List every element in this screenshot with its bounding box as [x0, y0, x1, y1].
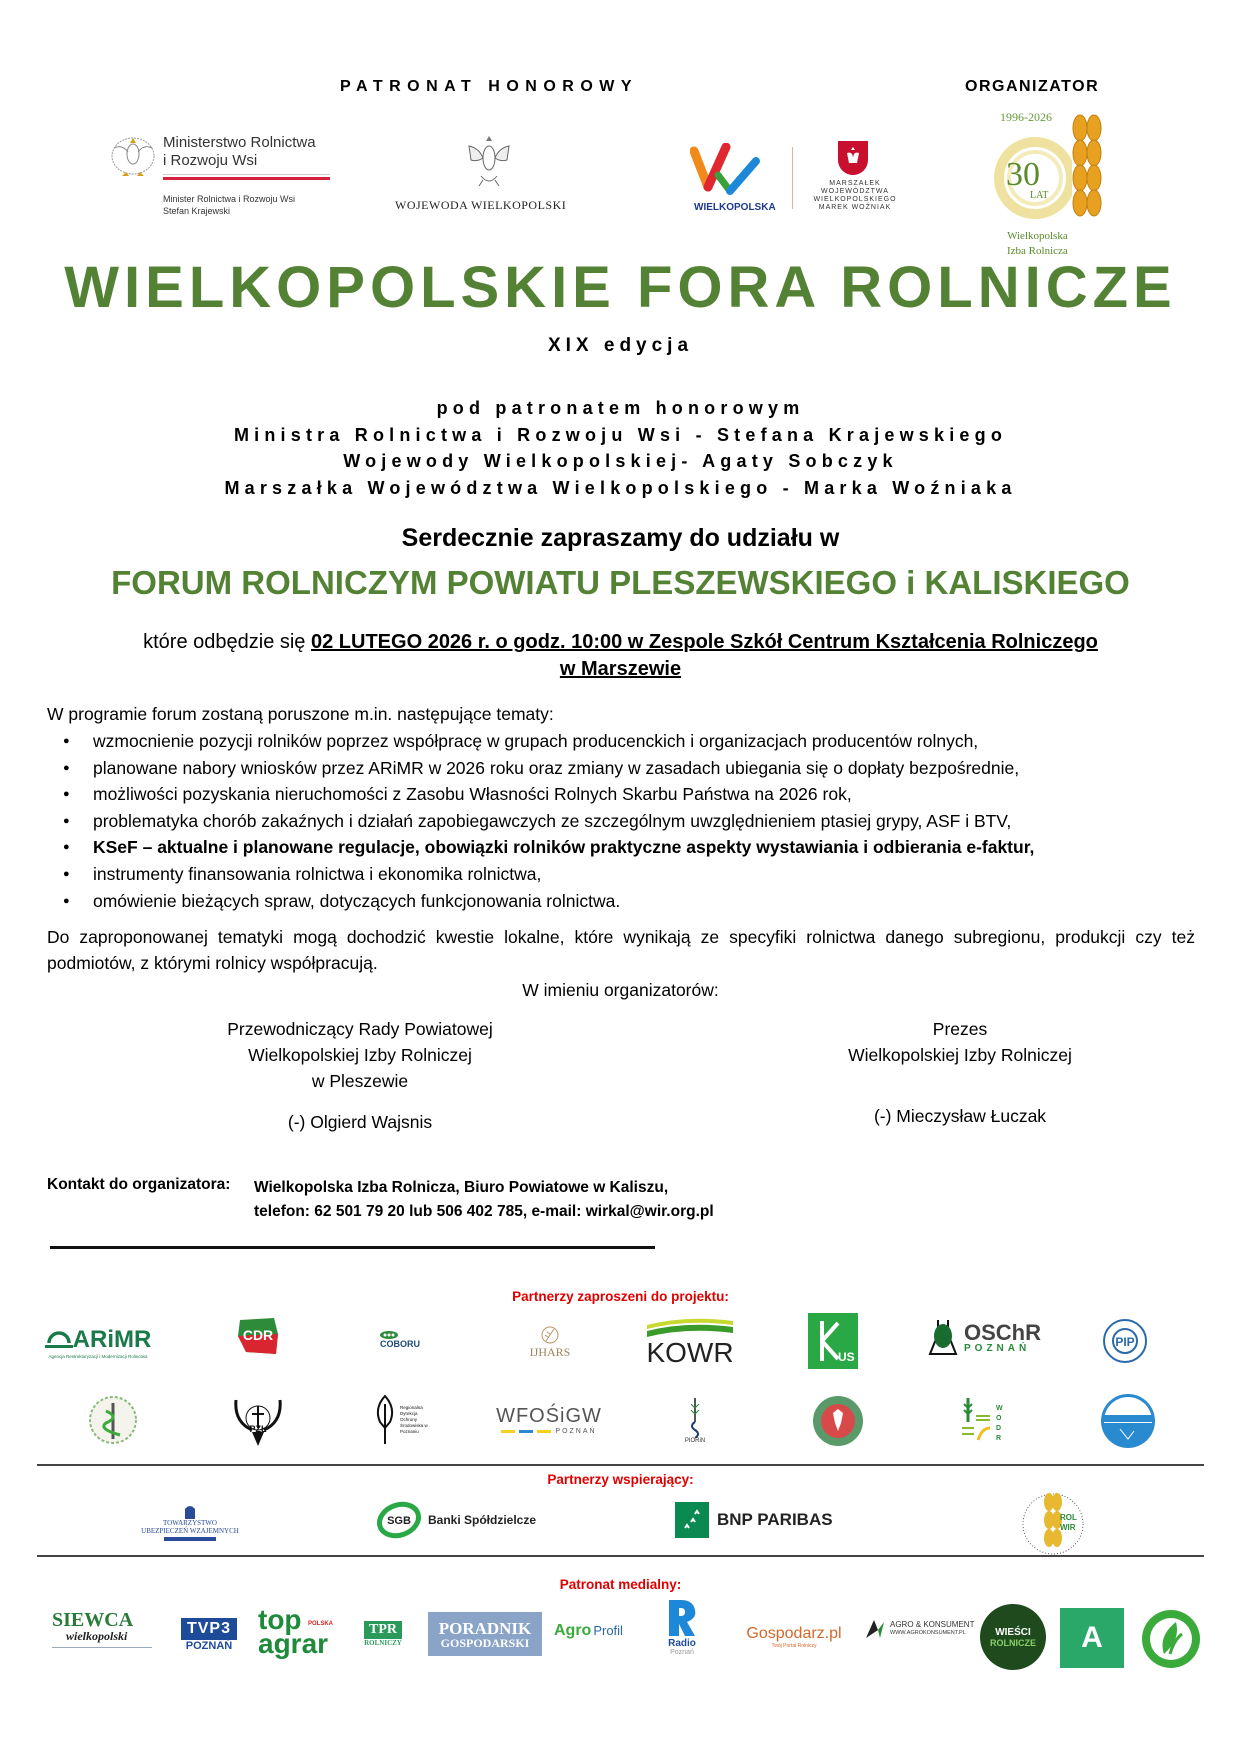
- topic-item: ● omówienie bieżących spraw, dotyczących funkcjonowania rolnictwa.: [63, 888, 1203, 915]
- patronat-honorowy-label: PATRONAT HONOROWY: [340, 78, 639, 95]
- signature-right-title: Prezes Wielkopolskiej Izby Rolniczej: [848, 1019, 1072, 1065]
- bnp-paribas-logo: BNP PARIBAS: [675, 1502, 833, 1538]
- wielkopolska-logo-icon: [690, 143, 766, 204]
- pzl-logo: [230, 1392, 286, 1453]
- ministry-subtitle: Minister Rolnictwa i Rozwoju Wsi Stefan Krajewski: [163, 194, 296, 216]
- bnp-stars-icon: [675, 1502, 709, 1538]
- organizator-label: ORGANIZATOR: [965, 78, 1100, 95]
- signature-left-name: (-) Olgierd Wajsnis: [287, 1112, 433, 1132]
- radio-poznan-logo: Radio Poznań: [664, 1592, 700, 1662]
- when-prefix: które odbędzie się: [143, 631, 311, 653]
- inspekcja-weterynaryjna-logo: [88, 1395, 138, 1450]
- svg-text:R: R: [996, 1435, 1002, 1442]
- marszalek-label: MARSZAŁEK WOJEWÓDZTWA WIELKOPOLSKIEGO MAREK WOŹNIAK: [813, 180, 897, 211]
- ministry-divider-grey: [163, 174, 330, 175]
- program-intro: W programie forum zostaną poruszone m.in. następujące tematy:: [47, 704, 554, 724]
- topics-list: [63, 728, 1203, 914]
- pip-logo: [1102, 1318, 1148, 1369]
- topic-item: ● wzmocnienie pozycji rolników poprzez współpracę w grupach producenckich i organizacjach producentów rolnych,: [63, 728, 1203, 755]
- main-title: WIELKOPOLSKIE FORA ROLNICZE: [64, 255, 1177, 320]
- contact-address: Wielkopolska Izba Rolnicza, Biuro Powiatowe w Kaliszu,: [254, 1179, 669, 1196]
- svg-text:PIP: PIP: [1115, 1335, 1135, 1349]
- svg-text:D: D: [996, 1425, 1002, 1432]
- rdos-logo: Regionalna Dyrekcja Ochrony Środowiska w Poznaniu: [374, 1394, 428, 1446]
- topic-item: ● KSeF – aktualne i planowane regulacje, obowiązki rolników praktyczne aspekty wystawiania i odbierania e-faktur,: [63, 834, 1203, 861]
- signature-left-title: Przewodniczący Rady Powiatowej Wielkopolskiej Izby Rolniczej w Pleszewie: [227, 1019, 493, 1091]
- tvp3-logo: TVP3 POZNAŃ: [174, 1613, 244, 1657]
- topic-item: ● możliwości pozyskania nieruchomości z Zasobu Własności Rolnych Skarbu Państwa na 2026 rok,: [63, 781, 1203, 808]
- section-divider: [37, 1464, 1204, 1466]
- svg-text:O: O: [996, 1415, 1002, 1422]
- contact-divider: [50, 1246, 655, 1249]
- patronage-line-minister: Ministra Rolnictwa i Rozwoju Wsi - Stefana Krajewskiego: [233, 424, 1008, 445]
- tuw-logo: TOWARZYSTWO UBEZPIECZEŃ WZAJEMNYCH: [120, 1497, 260, 1547]
- wir-anniversary-number: 30: [1006, 156, 1040, 193]
- coboru-logo: COBORU: [380, 1322, 430, 1358]
- kowr-logo: KOWR: [645, 1315, 735, 1369]
- agro-profil-logo: Agro Profil: [554, 1622, 623, 1639]
- patronage-line-wojewoda: Wojewody Wielkopolskiej- Agaty Sobczyk: [343, 451, 898, 471]
- gospodarz-pl-logo: Gospodarz.pl Twój Portal Rolniczy: [746, 1625, 842, 1649]
- svg-text:PZŁ: PZŁ: [249, 1424, 267, 1434]
- wheat-snake-icon: [687, 1398, 703, 1438]
- contact-details: [254, 1176, 714, 1224]
- wheat-icon: [540, 1325, 560, 1345]
- marszalek-crest-icon: [838, 141, 868, 175]
- wodr-logo: [960, 1396, 1004, 1449]
- agrofakt-logo: A: [1060, 1608, 1124, 1668]
- svg-text:ROL: ROL: [1060, 1513, 1077, 1522]
- cdr-logo: [236, 1316, 280, 1363]
- when-details: 02 LUTEGO 2026 r. o godz. 10:00 w Zespole Szkół Centrum Kształcenia Rolniczego: [311, 631, 1098, 653]
- ministry-name: Ministerstwo Rolnictwa i Rozwoju Wsi: [163, 134, 316, 169]
- supporting-partners-label: Partnerzy wspierający:: [547, 1472, 694, 1487]
- contact-label: Kontakt do organizatora:: [47, 1176, 231, 1193]
- contact-phone-email[interactable]: telefon: 62 501 79 20 lub 506 402 785, e-mail: wirkal@wir.org.pl: [254, 1203, 714, 1220]
- svg-text:CDR: CDR: [242, 1327, 274, 1343]
- krus-logo: [808, 1313, 858, 1369]
- tuw-icon: [183, 1503, 197, 1519]
- patronage-intro: pod patronatem honorowym: [436, 398, 805, 418]
- leaf-icon: [374, 1394, 396, 1446]
- wir-anniversary-unit: LAT: [1030, 190, 1049, 201]
- agro-konsument-logo: AGRO & KONSUMENT WWW.AGROKONSUMENT.PL: [864, 1618, 974, 1640]
- svg-text:W: W: [996, 1405, 1003, 1412]
- sgb-logo: SGB Banki Spółdzielcze: [376, 1500, 536, 1540]
- patronage-block: [0, 395, 1241, 501]
- sgb-swoosh-icon: [376, 1500, 422, 1540]
- wfosigw-logo: WFOŚiGW POZNAŃ: [496, 1405, 602, 1435]
- ministry-eagle-icon: [110, 132, 156, 189]
- rol-wir-logo: [1018, 1488, 1088, 1565]
- tpr-logo: TPR ROLNICZY: [364, 1622, 402, 1647]
- inspekcja-jakosci-logo: [812, 1395, 864, 1452]
- tpr-mark: TPR: [364, 1621, 402, 1639]
- wielkopolska-label: WIELKOPOLSKA: [694, 202, 776, 213]
- media-partners-label: Patronat medialny:: [559, 1577, 682, 1592]
- wojewoda-eagle-icon: [465, 132, 513, 193]
- topic-item: ● problematyka chorób zakaźnych i działań zapobiegawczych ze szczególnym uwzględnieniem ptasiej grypy, ASF i BTV,: [63, 808, 1203, 835]
- coboru-peas-icon: [380, 1331, 398, 1339]
- wir-name: Wielkopolska Izba Rolnicza: [1007, 230, 1068, 257]
- wir-years: 1996-2026: [1000, 110, 1052, 124]
- flask-icon: [928, 1318, 958, 1358]
- svg-text:US: US: [838, 1350, 855, 1364]
- topic-item: ● instrumenty finansowania rolnictwa i ekonomika rolnictwa,: [63, 861, 1203, 888]
- ministry-divider-red: [163, 177, 330, 180]
- wiesci-rolnicze-logo: WIEŚCI ROLNICZE: [980, 1604, 1046, 1670]
- wody-polskie-logo: [1100, 1393, 1156, 1454]
- edition-label: XIX edycja: [547, 335, 694, 356]
- logo-separator: [792, 147, 793, 209]
- forum-title: FORUM ROLNICZYM POWIATU PLESZEWSKIEGO i KALISKIEGO: [111, 564, 1130, 601]
- when-place: w Marszewie: [559, 658, 682, 680]
- top-agrar-logo: top agrar POLSKA: [258, 1604, 334, 1659]
- agro-konsument-icon: [864, 1618, 886, 1640]
- invited-partners-label: Partnerzy zaproszeni do projektu:: [512, 1289, 729, 1304]
- poradnik-gospodarski-logo: PORADNIK GOSPODARSKI: [428, 1612, 542, 1656]
- piorin-logo: PIORiN: [680, 1395, 710, 1447]
- kowr-fields-icon: [647, 1317, 733, 1339]
- siewca-logo: SIEWCA wielkopolski: [52, 1610, 164, 1648]
- signature-right-name: (-) Mieczysław Łuczak: [873, 1106, 1047, 1126]
- invitation-lead: Serdecznie zapraszamy do udziału w: [401, 524, 840, 552]
- svg-text:WIR: WIR: [1060, 1523, 1076, 1532]
- ijhars-logo: IJHARS: [520, 1323, 580, 1361]
- oschr-logo: OSChR POZNAŃ: [928, 1318, 1041, 1358]
- arimr-arch-icon: [45, 1329, 73, 1351]
- patronage-line-marszalek: Marszałka Województwa Wielkopolskiego - Marka Woźniaka: [224, 477, 1017, 498]
- radio-r-icon: [665, 1598, 699, 1638]
- program-note: Do zaproponowanej tematyki mogą dochodzić kwestie lokalne, które wynikają ze specyfiki rolnictwa danego subregionu, produkcji czy też podmiotów, z którymi rolnicy współpracują.: [47, 927, 1195, 973]
- on-behalf-label: W imieniu organizatorów:: [522, 980, 719, 1000]
- arimr-logo: ARiMR Agencja Restrukturyzacji i Modernizacji Rolnictwa: [48, 1322, 148, 1362]
- wojewoda-name: WOJEWODA WIELKOPOLSKI: [395, 198, 567, 212]
- event-when-where: [60, 629, 1181, 683]
- svg-text:SGB: SGB: [387, 1515, 411, 1527]
- section-divider: [37, 1555, 1204, 1557]
- leaf-circle-logo: [1140, 1608, 1202, 1675]
- topic-item: ● planowane nabory wniosków przez ARiMR w 2026 roku oraz zmiany w zasadach ubiegania się o dopłaty bezpośrednie,: [63, 755, 1203, 782]
